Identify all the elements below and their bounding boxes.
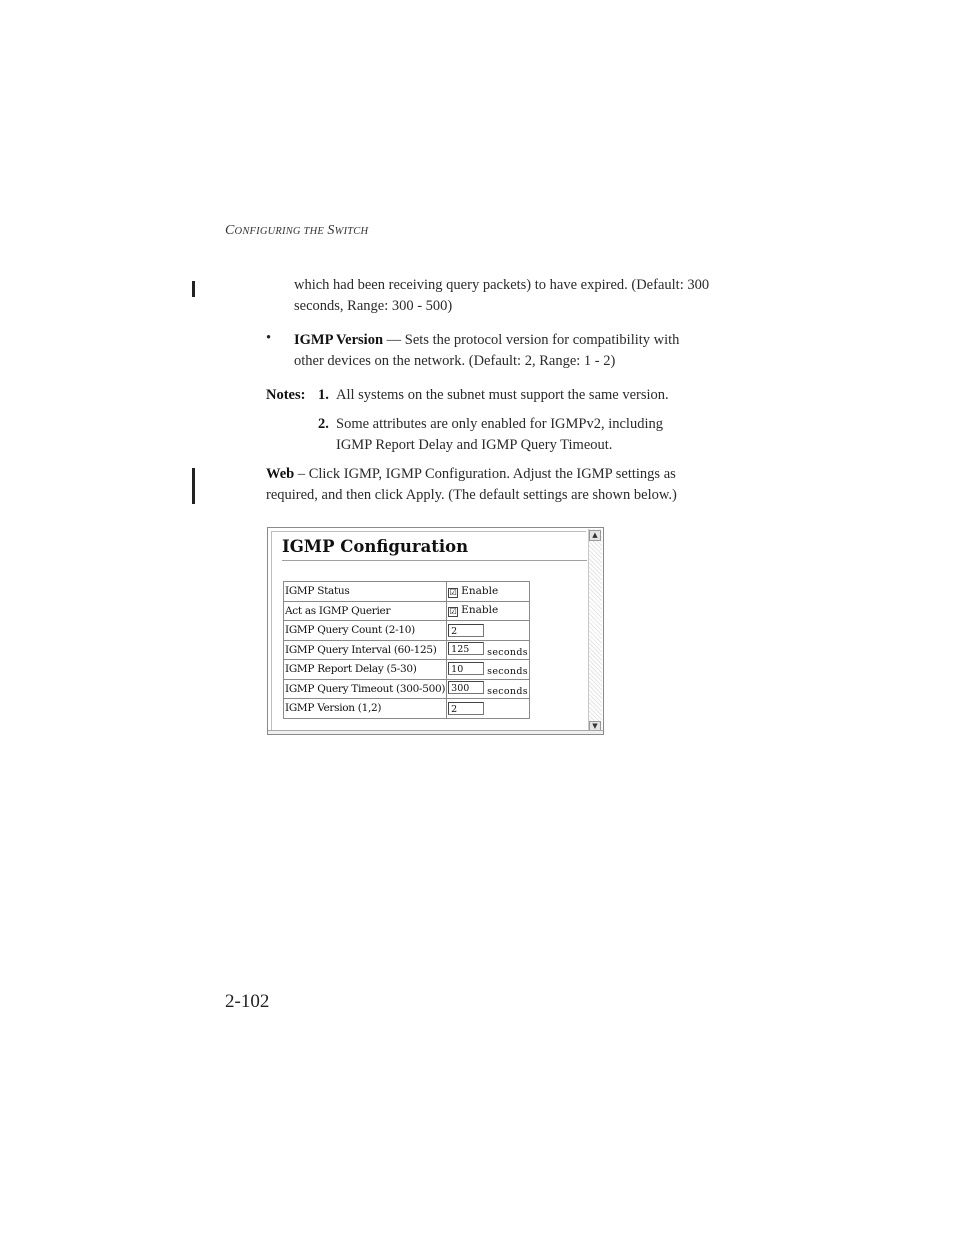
bullet-term: IGMP Version	[294, 332, 384, 348]
vertical-scrollbar[interactable]	[588, 529, 602, 733]
bullet-igmp-version: IGMP Version — Sets the protocol version for compatibility with other devices on the network. (Default: 2, Range: 1 - 2)	[294, 332, 680, 369]
change-bar	[192, 468, 195, 504]
change-bar	[192, 281, 195, 297]
table-row	[284, 640, 530, 660]
igmp-configuration-screenshot	[267, 527, 604, 735]
igmp-version-input[interactable]: 2	[448, 702, 484, 715]
unit-label: seconds	[487, 646, 528, 658]
row-label: IGMP Report Delay (5-30)	[284, 660, 447, 680]
row-label: IGMP Query Timeout (300-500)	[284, 679, 447, 699]
igmp-settings-table	[283, 581, 530, 719]
running-head-initial: S	[327, 223, 335, 238]
query-count-input[interactable]: 2	[448, 624, 484, 637]
screenshot-bottom-edge	[268, 730, 603, 734]
scroll-down-icon[interactable]: ▼	[589, 721, 601, 732]
running-head-initial: C	[225, 223, 235, 238]
unit-label: seconds	[487, 666, 528, 677]
igmp-querier-checkbox[interactable]: ☑	[449, 607, 457, 617]
running-head-part: ONFIGURING THE	[234, 226, 324, 237]
table-row	[284, 601, 530, 621]
checkbox-label: Enable	[461, 584, 499, 597]
note-text: All systems on the subnet must support the same version.	[336, 387, 669, 403]
title-divider	[282, 560, 587, 561]
table-row	[284, 699, 530, 719]
note-text: Some attributes are only enabled for IGMPv2, including IGMP Report Delay and IGMP Query Timeout.	[336, 416, 663, 453]
query-interval-input[interactable]: 125	[448, 642, 484, 655]
screenshot-content	[271, 531, 586, 730]
table-row	[284, 679, 530, 699]
continued-paragraph: which had been receiving query packets) to have expired. (Default: 300 seconds, Range: 300 - 500)	[294, 277, 710, 314]
row-label: IGMP Query Interval (60-125)	[284, 640, 447, 660]
query-timeout-input[interactable]: 300	[448, 681, 484, 694]
unit-label: seconds	[487, 685, 528, 697]
igmp-status-checkbox[interactable]: ☑	[449, 587, 457, 597]
checkbox-label: Enable	[461, 604, 499, 617]
screenshot-title: IGMP Configuration	[282, 537, 469, 556]
row-label: Act as IGMP Querier	[284, 601, 447, 621]
row-label: IGMP Version (1,2)	[284, 699, 447, 719]
table-row	[284, 582, 530, 602]
page-number: 2-102	[225, 991, 270, 1012]
notes-label: Notes:	[266, 387, 306, 403]
table-row	[284, 660, 530, 680]
web-term: Web	[266, 466, 295, 482]
igmp-status-cell	[447, 582, 530, 602]
table-row	[284, 621, 530, 641]
row-label: IGMP Query Count (2-10)	[284, 621, 447, 641]
note-number: 2.	[318, 416, 329, 432]
querier-cell	[447, 601, 530, 621]
scroll-up-icon[interactable]: ▲	[589, 530, 601, 541]
running-head	[225, 222, 368, 239]
bullet-mark: •	[266, 330, 272, 346]
report-delay-input[interactable]: 10	[448, 662, 484, 675]
running-head-part: WITCH	[334, 226, 369, 237]
web-paragraph: Web – Click IGMP, IGMP Configuration. Adjust the IGMP settings as required, and then click Apply. (The default settings are shown below.)	[266, 466, 677, 503]
note-number: 1.	[318, 387, 329, 403]
row-label: IGMP Status	[284, 582, 447, 602]
